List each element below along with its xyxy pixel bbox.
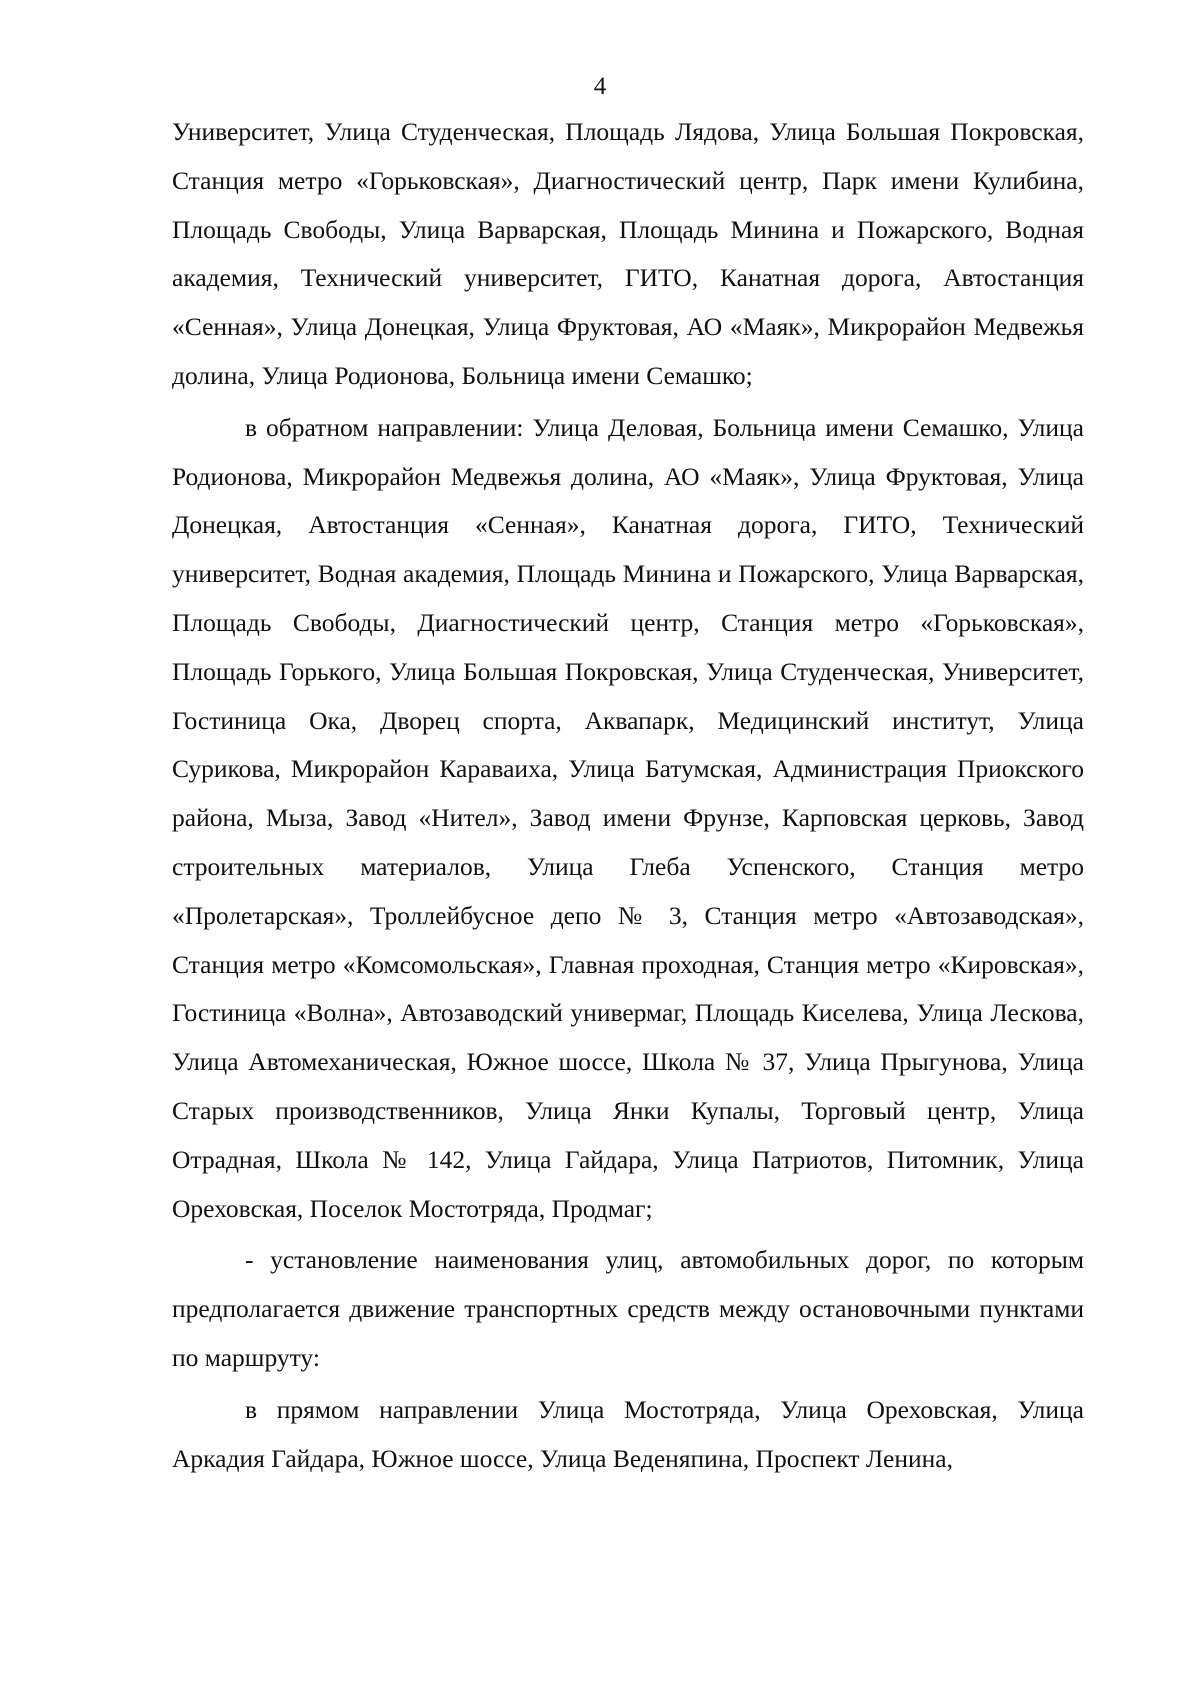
- paragraph-reverse-route-stops: в обратном направлении: Улица Деловая, Больница имени Семашко, Улица Родионова, Микрорайон Медвежья долина, АО «Маяк», Улица Фруктовая, Улица Донецкая, Автостанция «Сенная», Канатная дорога, ГИТО, Технический университет, Водная академия, Площадь Минина и Пожарского, Улица Варварская, Площадь Свободы, Диагностический центр, Станция метро «Горьковская», Площадь Горького, Улица Большая Покровская, Улица Студенческая, Университет, Гостиница Ока, Дворец спорта, Аквапарк, Медицинский институт, Улица Сурикова, Микрорайон Караваиха, Улица Батумская, Администрация Приокского района, Мыза, Завод «Нител», Завод имени Фрунзе, Карповская церковь, Завод строительных материалов, Улица Глеба Успенского, Станция метро «Пролетарская», Троллейбусное депо № 3, Станция метро «Автозаводская», Станция метро «Комсомольская», Главная проходная, Станция метро «Кировская», Гостиница «Волна», Автозаводский универмаг, Площадь Киселева, Улица Лескова, Улица Автомеханическая, Южное шоссе, Школа № 37, Улица Прыгунова, Улица Старых производственников, Улица Янки Купалы, Торговый центр, Улица Отрадная, Школа № 142, Улица Гайдара, Улица Патриотов, Питомник, Улица Ореховская, Поселок Мостотряда, Продмаг;: [172, 412, 1084, 1223]
- paragraph-forward-route-streets: в прямом направлении Улица Мостотряда, Улица Ореховская, Улица Аркадия Гайдара, Южное шоссе, Улица Веденяпина, Проспект Ленина,: [172, 1394, 1084, 1473]
- document-body: [172, 108, 1084, 1483]
- paragraph-street-names-item: - установление наименования улиц, автомобильных дорог, по которым предполагается движение транспортных средств между остановочными пунктами по маршруту:: [172, 1245, 1084, 1372]
- paragraph-forward-route-stops-end: Университет, Улица Студенческая, Площадь Лядова, Улица Большая Покровская, Станция метро «Горьковская», Диагностический центр, Парк имени Кулибина, Площадь Свободы, Улица Варварская, Площадь Минина и Пожарского, Водная академия, Технический университет, ГИТО, Канатная дорога, Автостанция «Сенная», Улица Донецкая, Улица Фруктовая, АО «Маяк», Микрорайон Медвежья долина, Улица Родионова, Больница имени Семашко;: [172, 117, 1084, 390]
- page-number: 4: [593, 73, 607, 100]
